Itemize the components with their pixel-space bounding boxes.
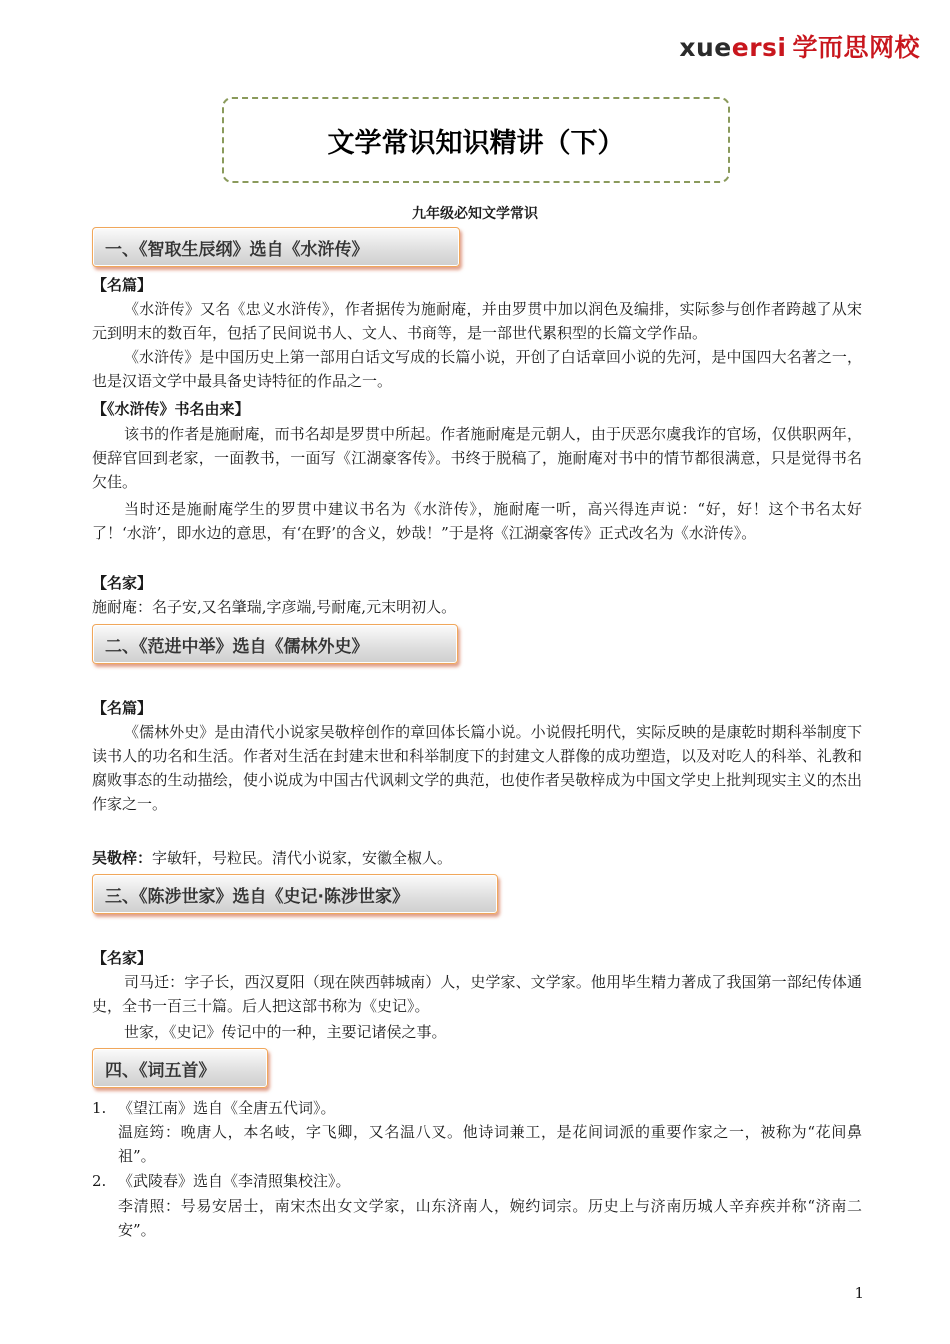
list-item-2-text: 李清照：号易安居士，南宋杰出女文学家，山东济南人，婉约词宗。历史上与济南历城人辛弃疾并称“济南二安”。 bbox=[118, 1197, 862, 1239]
section-2-author-line bbox=[92, 846, 862, 870]
list-item-2-number: 2. bbox=[92, 1172, 107, 1190]
section-3-label-famous-author: 【名家】 bbox=[92, 949, 153, 967]
section-3-paragraph-1: 司马迁：字子长，西汉夏阳（现在陕西韩城南）人，史学家、文学家。他用毕生精力著成了我国第一部纪传体通史，全书一百三十篇。后人把这部书称为《史记》。 bbox=[92, 973, 862, 1015]
section-2-label-famous-work: 【名篇】 bbox=[92, 699, 153, 717]
page-title: 文学常识知识精讲（下） bbox=[327, 127, 625, 159]
list-item-2-title: 《武陵春》选自《李清照集校注》。 bbox=[118, 1172, 351, 1190]
section-1-label-famous-work: 【名篇】 bbox=[92, 276, 153, 294]
logo-text-ersi: ersi bbox=[731, 33, 787, 62]
section-2-author-label: 吴敬梓： bbox=[92, 849, 153, 867]
section-banner-4: 四、《词五首》 bbox=[92, 1048, 268, 1088]
section-1-paragraph-2: 《水浒传》是中国历史上第一部用白话文写成的长篇小说，开创了白话章回小说的先河，是中国四大名著之一，也是汉语文学中最具备史诗特征的作品之一。 bbox=[92, 348, 862, 390]
section-banner-3: 三、《陈涉世家》选自《史记·陈涉世家》 bbox=[92, 874, 498, 914]
section-1-paragraph-1: 《水浒传》又名《忠义水浒传》，作者据传为施耐庵，并由罗贯中加以润色及编排，实际参与创作者跨越了从宋元到明末的数百年，包括了民间说书人、文人、书商等，是一部世代累积型的长篇文学作品。 bbox=[92, 300, 862, 342]
section-1-label-title-origin: 【《水浒传》书名由来】 bbox=[92, 400, 250, 418]
section-banner-1: 一、《智取生辰纲》选自《水浒传》 bbox=[92, 227, 460, 267]
section-2-author-text: 字敏轩，号粒民。清代小说家，安徽全椒人。 bbox=[152, 849, 453, 867]
section-1-paragraph-3: 该书的作者是施耐庵，而书名却是罗贯中所起。作者施耐庵是元朝人，由于厌恶尔虞我诈的官场，仅供职两年，便辞官回到老家，一面教书，一面写《江湖豪客传》。书终于脱稿了，施耐庵对书中的情节都很满意，只是觉得书名欠佳。 bbox=[92, 425, 862, 491]
section-1-label-famous-author: 【名家】 bbox=[92, 574, 153, 592]
list-item-1-number: 1. bbox=[92, 1099, 107, 1117]
list-item-1-text: 温庭筠：晚唐人，本名岐，字飞卿，又名温八叉。他诗词兼工，是花间词派的重要作家之一，被称为“花间鼻祖”。 bbox=[118, 1123, 862, 1165]
xueersi-logo bbox=[679, 28, 920, 64]
section-1-author-text: 施耐庵：名子安,又名肇瑞,字彦端,号耐庵,元末明初人。 bbox=[92, 598, 457, 616]
title-box bbox=[222, 97, 730, 183]
section-1-paragraph-4: 当时还是施耐庵学生的罗贯中建议书名为《水浒传》，施耐庵一听，高兴得连声说：“好，好！这个书名太好了！‘水浒’，即水边的意思，有‘在野’的含义，妙哉！”于是将《江湖豪客传》正式改名为《水浒传》。 bbox=[92, 500, 862, 542]
logo-text-cn: 学而思网校 bbox=[792, 33, 920, 62]
section-3-paragraph-2: 世家，《史记》传记中的一种，主要记诸侯之事。 bbox=[124, 1023, 447, 1041]
section-banner-2: 二、《范进中举》选自《儒林外史》 bbox=[92, 624, 458, 664]
page-subtitle: 九年级必知文学常识 bbox=[412, 206, 538, 222]
list-item-1-title: 《望江南》选自《全唐五代词》。 bbox=[118, 1099, 336, 1117]
page-number: 1 bbox=[854, 1284, 864, 1302]
logo-text-xue: xue bbox=[679, 33, 732, 62]
section-2-paragraph-1: 《儒林外史》是由清代小说家吴敬梓创作的章回体长篇小说。小说假托明代，实际反映的是康乾时期科举制度下读书人的功名和生活。作者对生活在封建末世和科举制度下的封建文人群像的成功塑造，以及对吃人的科举、礼教和腐败事态的生动描绘，使小说成为中国古代讽刺文学的典范，也使作者吴敬梓成为中国文学史上批判现实主义的杰出作家之一。 bbox=[92, 723, 862, 813]
